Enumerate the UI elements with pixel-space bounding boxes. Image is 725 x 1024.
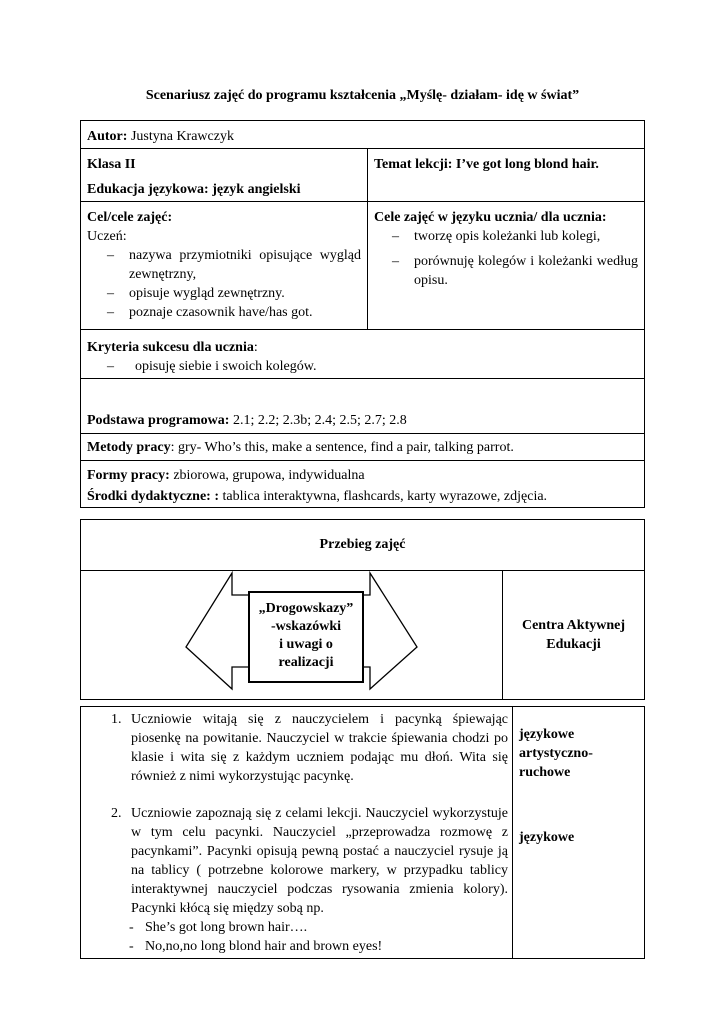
criteria-cell — [81, 330, 645, 379]
goal-item: – opisuje wygląd zewnętrzny. — [87, 284, 361, 303]
forms-label: Formy pracy: — [87, 468, 170, 483]
methods-label: Metody pracy — [87, 440, 171, 455]
course-header — [81, 520, 645, 571]
centra-line: Centra Aktywnej — [521, 618, 626, 633]
criteria-list — [87, 357, 638, 376]
step-tags-cell — [513, 707, 645, 959]
dialogue-line: - No,no,no long blond hair and brown eyes! — [129, 937, 508, 956]
basis-value: 2.1; 2.2; 2.3b; 2.4; 2.5; 2.7; 2.8 — [229, 413, 407, 428]
goals-intro: Uczeń: — [87, 229, 127, 244]
methods-value: : gry- Who’s this, make a sentence, find a pair, talking parrot. — [170, 440, 514, 455]
criteria-item: – opisuję siebie i swoich kolegów. — [87, 357, 638, 376]
guidelines-box — [248, 591, 364, 683]
guidelines-line: i uwagi o — [279, 637, 333, 652]
basis-label: Podstawa programowa: — [87, 413, 230, 428]
dialogue-list — [129, 918, 508, 956]
author-cell — [81, 121, 645, 149]
guidelines-line: realizacji — [278, 655, 334, 670]
centra-line: Edukacji — [546, 637, 601, 652]
step-item — [87, 710, 508, 786]
class-label: Klasa II — [87, 157, 136, 172]
forms-cell — [81, 461, 645, 488]
goals-cell — [81, 202, 368, 330]
goals-label: Cel/cele zajęć: — [87, 210, 173, 225]
step-text: Uczniowie zapoznają się z celami lekcji. Nauczyciel wykorzystuje w tym celu pacynki. Nauczyciel „przeprowadza rozmowę z pacynkami”. Pacynki opisują pewną postać a nauczyciel rysuje ją na tablicy ( potrzebne kolorowe markery, w przypadku tablicy interaktywnej nauczyciel podczas rysowania zmienia kolory). Pacynki kłócą się między sobą np. — [131, 806, 508, 916]
aids-label: Środki dydaktyczne: : — [87, 488, 219, 504]
step-item — [87, 804, 508, 956]
step-text: Uczniowie witają się z nauczycielem i pacynką śpiewając piosenkę na powitanie. Nauczyciel w trakcie śpiewania chodzi po klasie i wita się z każdym uczniem podając mu dłoń. Wita się również z nimi wykorzystując pacynkę. — [131, 712, 508, 784]
basis-cell — [81, 379, 645, 434]
student-goals-cell — [368, 202, 645, 330]
forms-value: zbiorowa, grupowa, indywidualna — [169, 468, 365, 483]
course-table — [80, 519, 645, 700]
student-goals-list — [374, 227, 638, 290]
steps-cell — [81, 707, 513, 959]
goals-list — [87, 246, 361, 322]
guidelines-line: „Drogowskazy” — [258, 601, 354, 616]
document-title: Scenariusz zajęć do programu kształcenia „Myślę- działam- idę w świat” — [145, 88, 580, 103]
student-goals-label: Cele zajęć w języku ucznia/ dla ucznia: — [374, 210, 607, 225]
step-tag: językowe — [519, 727, 575, 742]
student-goal-item: – porównuję kolegów i koleżanki według opisu. — [374, 252, 638, 290]
author-value: Justyna Krawczyk — [127, 129, 234, 144]
education-label: Edukacja językowa: język angielski — [87, 182, 301, 197]
topic-label: Temat lekcji: I’ve got long blond hair. — [374, 157, 599, 172]
step-tag: ruchowe — [519, 765, 571, 780]
goal-item: – nazywa przymiotniki opisujące wygląd zewnętrzny, — [87, 246, 361, 284]
aids-value: tablica interaktywna, flashcards, karty wyrazowe, zdjęcia. — [218, 488, 548, 504]
info-table — [80, 120, 645, 508]
steps-list — [87, 710, 508, 956]
steps-table — [80, 706, 645, 959]
criteria-colon: : — [253, 340, 258, 355]
student-goal-item: – tworzę opis koleżanki lub kolegi, — [374, 227, 638, 246]
step-number: 2. — [111, 806, 122, 821]
goal-item: – poznaje czasownik have/has got. — [87, 303, 361, 322]
centra-cell — [503, 571, 645, 700]
step-number: 1. — [111, 712, 122, 727]
arrow-cell — [81, 571, 503, 700]
course-header-text: Przebieg zajęć — [319, 536, 406, 552]
methods-cell — [81, 434, 645, 461]
topic-cell — [368, 149, 645, 202]
class-cell — [81, 149, 368, 202]
step-tag: językowe — [519, 830, 575, 845]
guidelines-line: -wskazówki — [270, 619, 341, 634]
dialogue-line: - She’s got long brown hair…. — [129, 918, 508, 937]
aids-cell — [81, 488, 645, 508]
step-tag: artystyczno- — [519, 746, 593, 761]
criteria-label: Kryteria sukcesu dla ucznia — [87, 340, 254, 355]
author-label: Autor: — [87, 129, 128, 144]
